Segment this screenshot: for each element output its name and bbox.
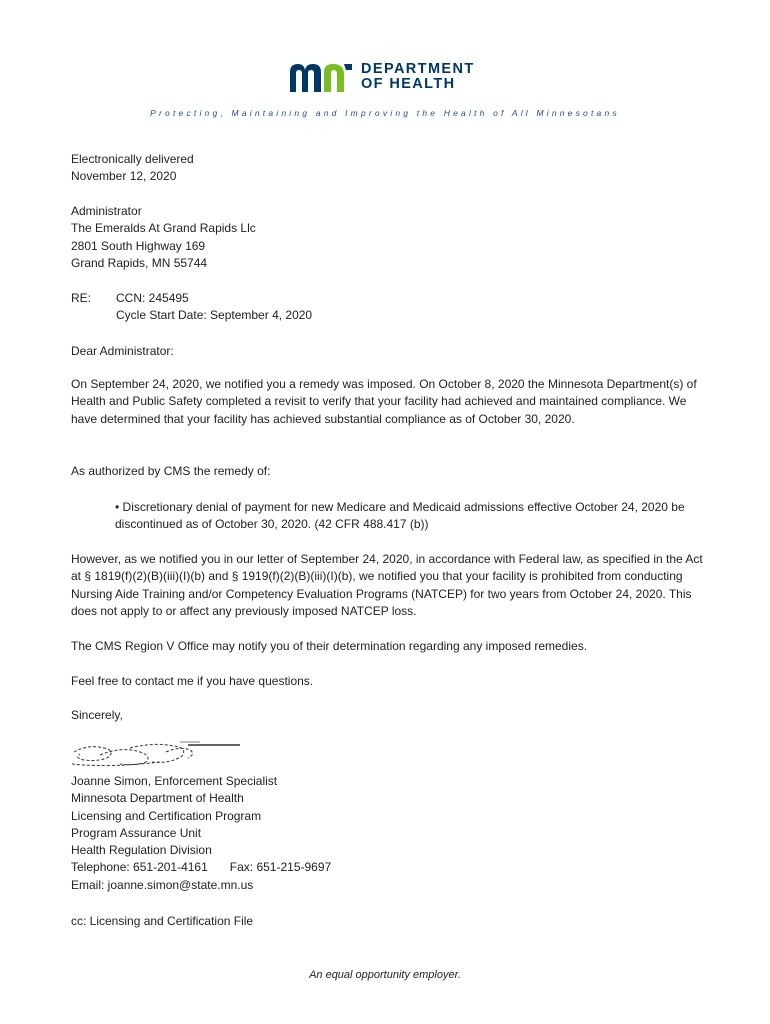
remedy-bullet: • Discretionary denial of payment for new Medicare and Medicaid admissions effective October 24, 2020 be discontinued as of October 30, 2020. (42 CFR 488.417 (b)) (115, 500, 685, 532)
recipient-street: 2801 South Highway 169 (71, 238, 206, 253)
ccn: CCN: 245495 (116, 291, 189, 305)
signer-program: Licensing and Certification Program (71, 808, 262, 823)
closing: Sincerely, (71, 708, 123, 722)
re-details (116, 290, 312, 325)
delivery-block (71, 151, 711, 186)
recipient-city: Grand Rapids, MN 55744 (71, 255, 208, 270)
recipient-facility: The Emeralds At Grand Rapids Llc (71, 221, 256, 236)
signer-name-title: Joanne Simon, Enforcement Specialist (71, 774, 278, 788)
paragraph-1: On September 24, 2020, we notified you a remedy was imposed. On October 8, 2020 the Minnesota Department(s) of Health and Public Safety completed a revisit to verify that your facility had achieved and maintained compliance. We have determined that your facility has achieved substantial compliance as of October 30, 2020. (71, 377, 697, 426)
footer-eoe: An equal opportunity employer. (309, 969, 461, 981)
department-name (361, 62, 475, 92)
recipient-title: Administrator (71, 204, 142, 218)
letter-date: November 12, 2020 (71, 169, 177, 184)
signer-division: Health Regulation Division (71, 843, 212, 858)
cycle-start-date: Cycle Start Date: September 4, 2020 (116, 308, 313, 323)
mdh-logo (288, 60, 488, 98)
delivery-method: Electronically delivered (71, 152, 194, 166)
dept-line-2: OF HEALTH (361, 76, 456, 92)
signature-block (71, 773, 711, 894)
salutation: Dear Administrator: (71, 344, 174, 358)
paragraph-5: Feel free to contact me if you have questions. (71, 674, 314, 688)
recipient-address (71, 203, 711, 272)
tagline: Protecting, Maintaining and Improving the Health of All Minnesotans (150, 108, 620, 118)
signer-unit: Program Assurance Unit (71, 825, 202, 840)
cc-line: cc: Licensing and Certification File (71, 914, 254, 928)
signature-image (70, 738, 245, 772)
signer-phone-fax (71, 859, 711, 876)
paragraph-3: However, as we notified you in our letter of September 24, 2020, in accordance with Federal law, as specified in the Act at § 1819(f)(2)(B)(iii)(I)(b) and § 1919(f)(2)(B)(iii)(I)(b), we notified you that your facility is prohibited from conducting Nursing Aide Training and/or Competency Evaluation Programs (NATCEP) for two years from October 24, 2020. This does not apply to or affect any previously imposed NATCEP loss. (71, 552, 703, 618)
mn-logo-mark (288, 60, 354, 94)
paragraph-2: As authorized by CMS the remedy of: (71, 464, 271, 478)
paragraph-4: The CMS Region V Office may notify you of their determination regarding any imposed remedies. (71, 639, 588, 653)
dept-line-1: DEPARTMENT (361, 61, 475, 77)
re-label: RE: (71, 291, 92, 305)
signer-fax: Fax: 651-215-9697 (229, 860, 332, 875)
signer-org: Minnesota Department of Health (71, 791, 244, 806)
signer-email: Email: joanne.simon@state.mn.us (71, 877, 254, 892)
signer-telephone: Telephone: 651-201-4161 (71, 860, 208, 875)
